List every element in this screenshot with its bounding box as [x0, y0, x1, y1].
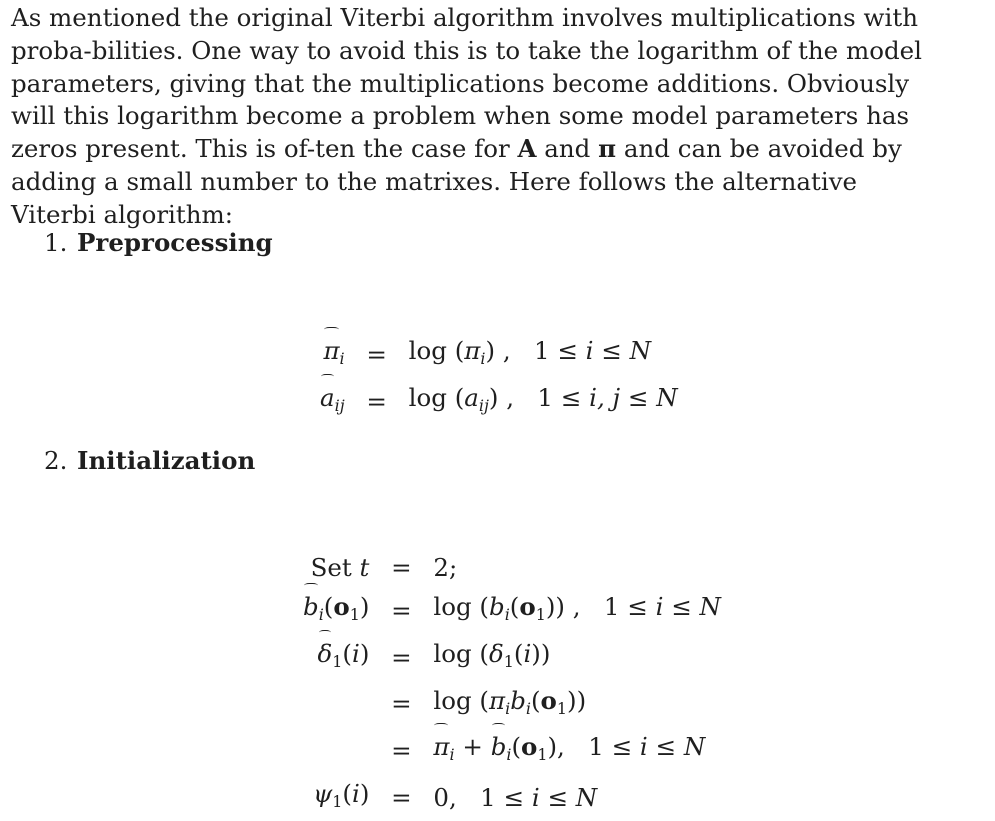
equation-rhs: $\log (\delta_1(i))$: [433, 638, 551, 671]
equation-rhs: $\pi_i + b_i(o_1)$, 1 ≤ i ≤ N: [433, 727, 721, 774]
equation-relation: =: [391, 689, 412, 719]
intro-text-1: As mentioned the original Viterbi algorithm involves multiplications with proba-bilities. One way to avoid this is to take the logarithm of the model parameters, giving that the multiplications become additions. Obviously will this logarithm become a problem when some model parameters has zeros present. This is of-ten the case for: [11, 3, 922, 164]
equation-rhs: $\log (b_i(o_1))$ , 1 ≤ i ≤ N: [433, 592, 721, 624]
equation-lhs: $\delta_1(i)$: [303, 634, 369, 681]
equation-lhs: $a_{ij}$: [320, 378, 345, 425]
preprocessing-equations: [320, 331, 678, 425]
initialization-equations: [303, 548, 721, 821]
equation-rhs: $\log (\pi_i)$ , 1 ≤ i ≤ N: [408, 336, 652, 368]
equation-lhs: $b_i(o_1)$: [303, 587, 369, 634]
intro-paragraph: [11, 2, 943, 232]
equation-row: [303, 587, 721, 634]
step-number: 2.: [44, 446, 68, 475]
equation-rhs: 2;: [433, 553, 458, 582]
equation-rhs: 0, 1 ≤ i ≤ N: [433, 782, 598, 812]
equation-lhs: Set t: [310, 553, 370, 582]
equation-lhs: $\pi_i$: [320, 331, 345, 378]
intro-text-2: and: [536, 134, 599, 164]
step-initialization: [44, 446, 255, 475]
equation-relation: =: [391, 553, 412, 582]
equation-relation: =: [391, 782, 412, 812]
equation-lhs: [303, 727, 369, 774]
step-title: Initialization: [77, 446, 256, 475]
equation-relation: =: [366, 339, 387, 369]
step-title: Preprocessing: [77, 228, 273, 257]
equation-lhs: $\psi_1(i)$: [313, 779, 370, 811]
intro-matrix-a: A: [517, 134, 537, 164]
equation-lhs: [303, 681, 369, 728]
equation-row: [320, 378, 678, 425]
equation-relation: =: [366, 386, 387, 416]
equation-row: [303, 634, 721, 681]
equation-rhs: $\log (\pi_ib_i(o_1))$: [433, 685, 587, 718]
equation-relation: =: [391, 736, 412, 766]
intro-vector-pi: π: [598, 134, 617, 164]
equation-relation: =: [391, 642, 412, 672]
equation-relation: =: [391, 595, 412, 625]
step-preprocessing: [44, 228, 273, 257]
equation-row: [303, 774, 721, 821]
equation-row: [303, 681, 721, 728]
equation-row: [303, 727, 721, 774]
equation-rhs: $\log (a_{ij})$ , 1 ≤ i, j ≤ N: [408, 382, 678, 415]
intro-text-3: and can be avoided by adding a small number to the matrixes. Here follows the alternative Viterbi algorithm:: [11, 134, 902, 229]
equation-row: [320, 331, 678, 378]
step-number: 1.: [44, 228, 68, 257]
equation-row: [303, 548, 721, 587]
